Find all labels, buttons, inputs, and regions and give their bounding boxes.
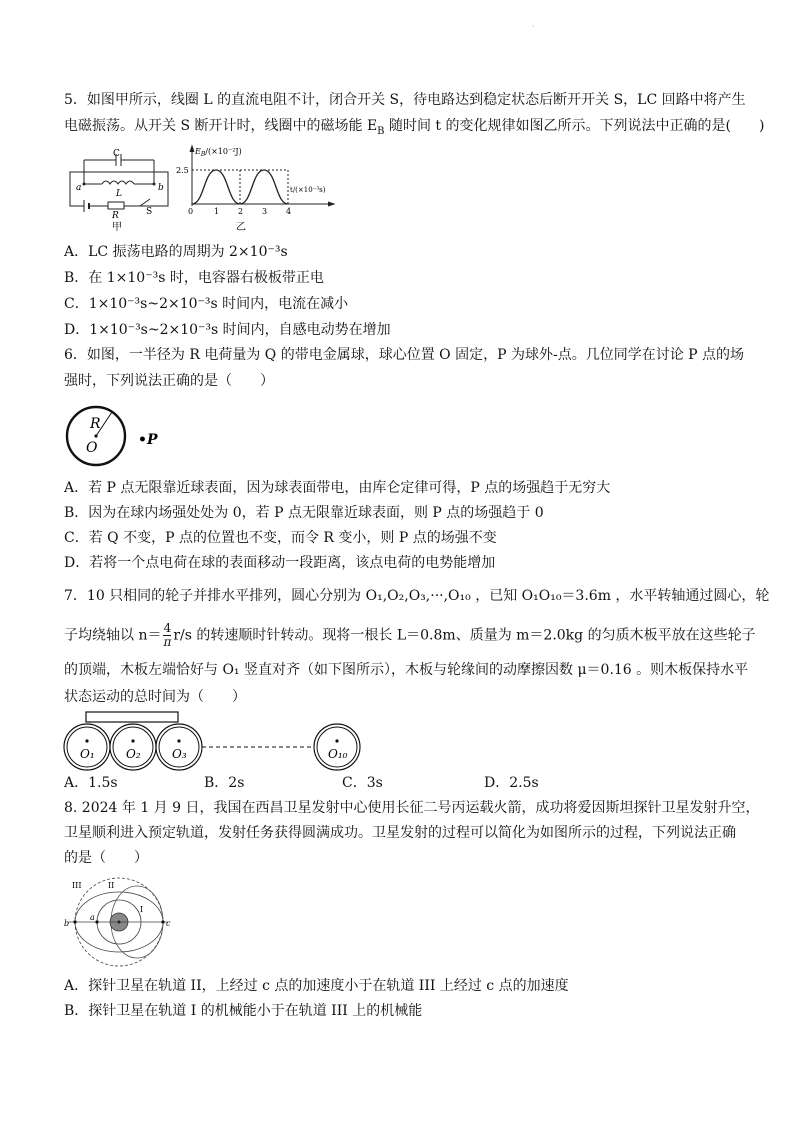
q5-label-R: R (112, 211, 119, 221)
q8-stem-line2: 卫星顺利进入预定轨道，发射任务获得圆满成功。卫星发射的过程可以简化为如图所示的过程，下列说法正确 (64, 825, 736, 841)
q6-option-c: C．若 Q 不变，P 点的位置也不变，而令 R 变小，则 P 点的场强不变 (64, 530, 497, 546)
q5-stem-line2 (64, 116, 764, 142)
q7-stem-line2b: r/s 的转速顺时针转动。现将一根长 L＝0.8m、质量为 m＝2.0kg 的匀质木板平放在这些轮子 (173, 627, 756, 644)
q7-label-o3: O₃ (172, 747, 187, 761)
q5-option-c: C．1×10⁻³s~2×10⁻³s 时间内，电流在减小 (64, 296, 349, 312)
q8-label-a: a (90, 913, 95, 922)
q8-stem-line3: 的是（ ） (64, 850, 148, 866)
q5-caption-jia: 甲 (112, 222, 122, 233)
q7-stem-line1: 7．10 只相同的轮子并排水平排列，圆心分别为 O₁,O₂,O₃,···,O₁₀ ，已知 O₁O₁₀＝3.6m ，水平转轴通过圆心，轮 (64, 588, 770, 604)
q5-graph-xtick-3: 3 (262, 207, 268, 216)
q7-option-c: C．3s (342, 775, 383, 791)
q6-option-a: A．若 P 点无限靠近球表面，因为球表面带电，由库仑定律可得，P 点的场强趋于无穷大 (64, 480, 611, 496)
q5-circuit-figure (64, 146, 174, 236)
q6-stem-line2: 强时，下列说法正确的是（ ） (64, 373, 274, 389)
q8-label-I: I (140, 905, 144, 914)
q7-stem-line2 (64, 622, 756, 649)
q5-stem-rest: 随时间 t 的变化规律如图乙所示。下列说法中正确的是( ) (384, 118, 765, 134)
q8-label-II: II (108, 881, 115, 890)
q5-graph-figure (178, 144, 338, 236)
q8-label-c: c (166, 919, 171, 928)
q7-option-a: A．1.5s (64, 775, 118, 791)
q7-option-b: B．2s (204, 775, 245, 791)
q6-option-d: D．若将一个点电荷在球的表面移动一段距离，该点电荷的电势能增加 (64, 555, 496, 571)
q7-stem-line3: 的顶端，木板左端恰好与 O₁ 竖直对齐（如下图所示），木板与轮缘间的动摩擦因数 μ＝0.16 。则木板保持水平 (64, 662, 749, 678)
q5-label-b: b (158, 183, 164, 193)
q5-graph-xtick-0: 0 (188, 207, 194, 216)
q7-frac-num: 4 (163, 621, 172, 635)
q8-stem-line1: 8. 2024 年 1 月 9 日，我国在西昌卫星发射中心使用长征二号丙运载火箭，成功将爱因斯坦探针卫星发射升空， (64, 800, 760, 816)
q7-label-o1: O₁ (80, 747, 95, 761)
q5-label-a: a (76, 183, 82, 193)
q5-label-L: L (116, 189, 122, 199)
q7-stem-line2a: 子均绕轴以 n＝ (64, 627, 162, 644)
q5-graph-xtick-1: 1 (214, 207, 220, 216)
q6-label-P: •P (138, 432, 158, 448)
q5-graph-xtick-2: 2 (238, 207, 244, 216)
q5-graph-ytick: 2.5 (176, 166, 189, 175)
q7-option-d: D．2.5s (484, 775, 539, 791)
q5-label-S: S (146, 207, 153, 217)
q5-option-d: D．1×10⁻³s~2×10⁻³s 时间内，自感电动势在增加 (64, 322, 391, 338)
q7-label-o2: O₂ (126, 747, 141, 761)
q7-wheels-figure (64, 710, 364, 774)
q7-stem-line4: 状态运动的总时间为（ ） (64, 689, 246, 705)
q5-label-C: C (113, 149, 120, 159)
q6-label-R: R (90, 416, 101, 432)
q5-graph-xtick-4: 4 (286, 207, 292, 216)
corner-mark: · (532, 22, 535, 31)
q8-label-III: III (72, 881, 82, 890)
q6-sphere-figure (64, 406, 174, 468)
q5-stem-sub: B (377, 125, 385, 137)
q5-caption-yi: 乙 (236, 222, 246, 233)
q8-orbit-figure (64, 874, 182, 970)
q5-graph-xlabel: t/(×10⁻³s) (290, 186, 326, 194)
q5-option-b: B．在 1×10⁻³s 时，电容器右极板带正电 (64, 270, 324, 286)
q5-option-a: A．LC 振荡电路的周期为 2×10⁻³s (64, 244, 288, 260)
q8-option-b: B．探针卫星在轨道 I 的机械能小于在轨道 III 上的机械能 (64, 1003, 423, 1019)
q8-label-b: b (64, 919, 70, 928)
q5-graph-ylabel: $E_B/(\times 10^{-2}J)$ (195, 147, 242, 158)
q5-stem-text: 电磁振荡。从开关 S 断开计时，线圈中的磁场能 E (64, 118, 378, 134)
q7-label-o10: O₁₀ (328, 747, 348, 761)
q6-label-O: O (86, 440, 98, 456)
q7-fraction (163, 622, 171, 649)
q5-stem-line1: 5．如图甲所示，线圈 L 的直流电阻不计，闭合开关 S，待电路达到稳定状态后断开开关 S，LC 回路中将产生 (64, 92, 746, 108)
q6-stem-line1: 6．如图，一半径为 R 电荷量为 Q 的带电金属球，球心位置 O 固定，P 为球外-点。几位同学在讨论 P 点的场 (64, 347, 745, 363)
q7-frac-den: π (163, 635, 172, 649)
q8-option-a: A．探针卫星在轨道 II，上经过 c 点的加速度小于在轨道 III 上经过 c 点的加速度 (64, 978, 569, 994)
q6-option-b: B．因为在球内场强处处为 0，若 P 点无限靠近球表面，则 P 点的场强趋于 0 (64, 505, 544, 521)
